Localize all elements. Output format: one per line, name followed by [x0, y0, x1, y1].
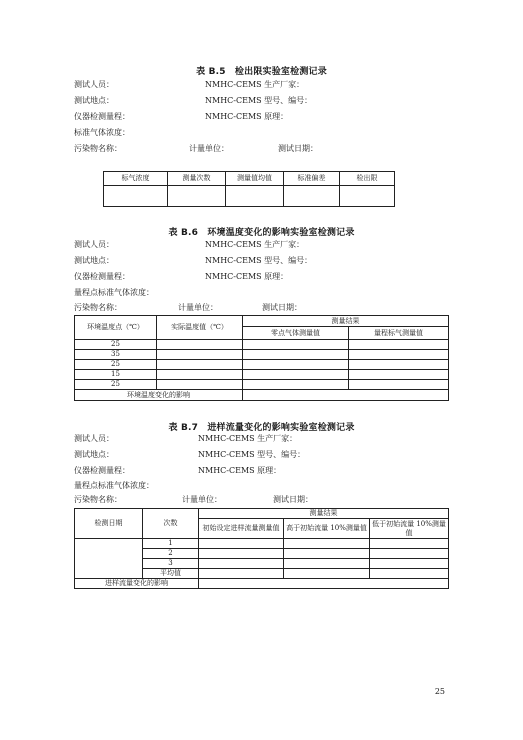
table-row — [75, 360, 449, 370]
b7-times-cell: 3 — [143, 559, 199, 569]
b7-times-cell: 1 — [143, 539, 199, 549]
b7-range-label: 仪器检测量程： — [74, 466, 130, 475]
b5-header-count: 测量次数 — [168, 172, 226, 186]
b6-footer-label: 环境温度变化的影响 — [75, 390, 243, 401]
b7-footer-label: 进样流量变化的影响 — [75, 579, 199, 589]
table-b6 — [74, 315, 449, 401]
b6-tester-label: 测试人员： — [74, 240, 114, 249]
b6-principle-label: NMHC-CEMS 原理： — [205, 272, 289, 281]
b7-tester-label: 测试人员： — [74, 434, 114, 443]
b5-unit-label: 计量单位： — [189, 144, 229, 153]
b7-std-gas-label: 量程点标准气体浓度： — [74, 481, 154, 490]
b5-cell — [226, 186, 284, 207]
table-row — [75, 539, 449, 549]
table-b6-title: 表 B.6 环境温度变化的影响实验室检测记录 — [168, 228, 355, 238]
b7-header-result: 测量结果 — [199, 509, 449, 519]
b7-unit-label: 计量单位： — [182, 495, 222, 504]
b6-temp-cell: 25 — [75, 340, 157, 350]
table-row — [75, 340, 449, 350]
b6-manufacturer-label: NMHC-CEMS 生产厂家： — [205, 240, 305, 249]
table-row — [75, 370, 449, 380]
b6-temp-cell: 35 — [75, 350, 157, 360]
b5-cell — [340, 186, 395, 207]
b7-pollutant-label: 污染物名称： — [74, 495, 122, 504]
b6-unit-label: 计量单位： — [178, 303, 218, 312]
b6-range-label: 仪器检测量程： — [74, 272, 130, 281]
b5-model-label: NMHC-CEMS 型号、编号： — [205, 96, 313, 105]
table-row — [75, 390, 449, 401]
b7-manufacturer-label: NMHC-CEMS 生产厂家： — [198, 434, 298, 443]
b6-header-env-temp: 环境温度点（℃） — [75, 316, 157, 340]
table-b5-title: 表 B.5 检出限实验室检测记录 — [196, 67, 327, 77]
b5-header-detection-limit: 检出限 — [340, 172, 395, 186]
b5-date-label: 测试日期： — [278, 144, 318, 153]
b6-location-label: 测试地点： — [74, 256, 114, 265]
b7-average-label: 平均值 — [143, 569, 199, 579]
b5-manufacturer-label: NMHC-CEMS 生产厂家： — [205, 80, 305, 89]
table-row — [75, 579, 449, 589]
b7-header-date: 检测日期 — [75, 509, 143, 539]
b7-model-label: NMHC-CEMS 型号、编号： — [198, 450, 306, 459]
table-row — [75, 350, 449, 360]
b5-principle-label: NMHC-CEMS 原理： — [205, 112, 289, 121]
b6-model-label: NMHC-CEMS 型号、编号： — [205, 256, 313, 265]
b7-header-initial-flow: 初始设定进样流量测量值 — [199, 519, 284, 539]
b6-header-actual-temp: 实际温度值（℃） — [157, 316, 243, 340]
b5-header-std-gas: 标气浓度 — [104, 172, 168, 186]
b7-header-times: 次数 — [143, 509, 199, 539]
table-b7 — [74, 508, 449, 589]
b6-pollutant-label: 污染物名称： — [74, 303, 122, 312]
b6-temp-cell: 25 — [75, 380, 157, 390]
b7-times-cell: 2 — [143, 549, 199, 559]
table-b7-title: 表 B.7 进样流量变化的影响实验室检测记录 — [168, 423, 355, 433]
b5-header-mean: 测量值均值 — [226, 172, 284, 186]
b5-std-gas-label: 标准气体浓度： — [74, 128, 130, 137]
b7-header-high-flow: 高于初始流量 10%测量值 — [284, 519, 370, 539]
b6-header-zero-gas: 零点气体测量值 — [243, 327, 349, 340]
table-b5 — [103, 171, 395, 207]
b7-date-label: 测试日期： — [273, 495, 313, 504]
b6-temp-cell: 15 — [75, 370, 157, 380]
table-row — [75, 380, 449, 390]
b7-header-low-flow: 低于初始流量 10%测量值 — [370, 519, 449, 539]
b6-std-gas-label: 量程点标准气体浓度： — [74, 288, 154, 297]
b5-pollutant-label: 污染物名称： — [74, 144, 122, 153]
b5-header-stddev: 标准偏差 — [284, 172, 340, 186]
b5-location-label: 测试地点： — [74, 96, 114, 105]
b6-temp-cell: 25 — [75, 360, 157, 370]
page-number: 25 — [434, 687, 445, 696]
b5-tester-label: 测试人员： — [74, 80, 114, 89]
table-row — [104, 186, 395, 207]
b5-cell — [104, 186, 168, 207]
b5-range-label: 仪器检测量程： — [74, 112, 130, 121]
b6-header-span-gas: 量程标气测量值 — [349, 327, 449, 340]
b7-principle-label: NMHC-CEMS 原理： — [198, 466, 282, 475]
b5-cell — [284, 186, 340, 207]
b6-date-label: 测试日期： — [262, 303, 302, 312]
b6-header-result: 测量结果 — [243, 316, 449, 327]
b5-cell — [168, 186, 226, 207]
b7-location-label: 测试地点： — [74, 450, 114, 459]
